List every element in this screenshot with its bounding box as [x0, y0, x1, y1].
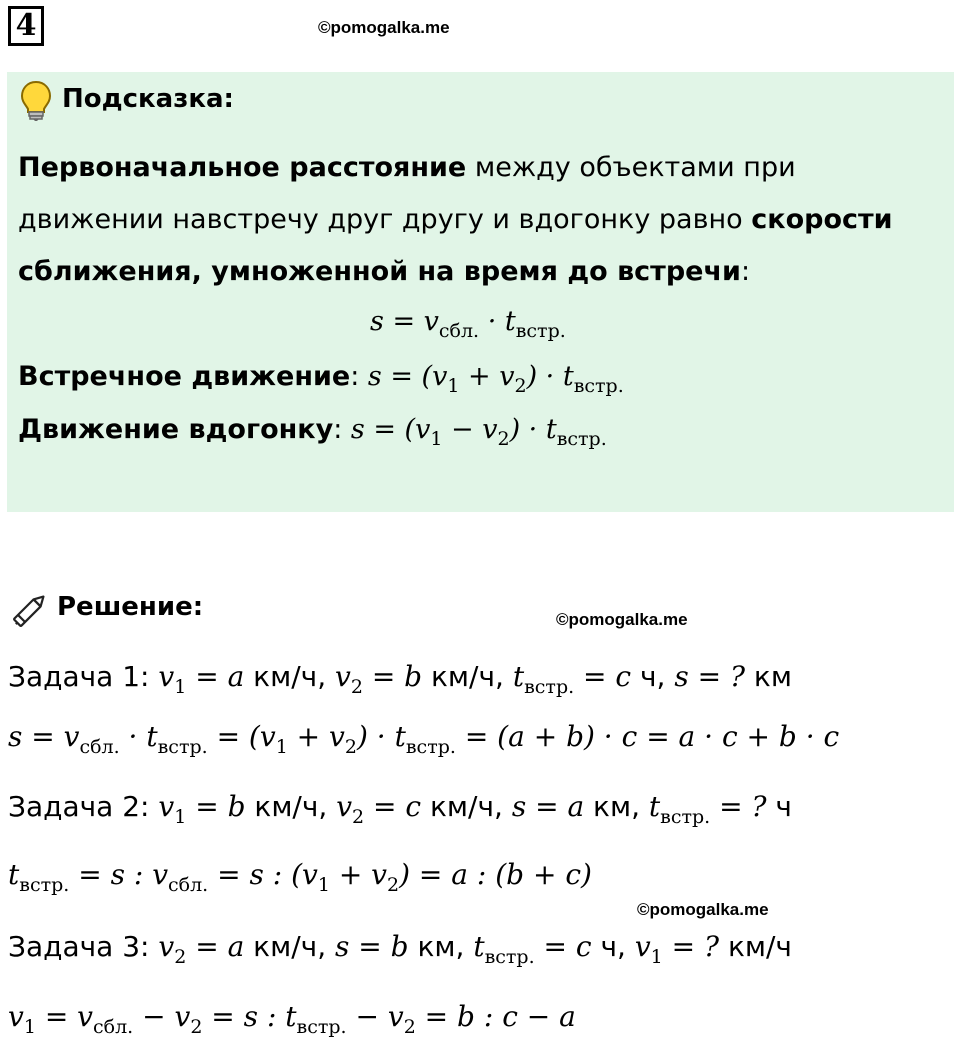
- math-text: ) · t: [526, 361, 574, 392]
- task1-given: [158, 660, 792, 698]
- subscript: 2: [497, 428, 510, 450]
- math-text: s = (v: [350, 414, 431, 445]
- watermark-bottom: ©pomogalka.me: [637, 900, 769, 919]
- subscript: встр.: [484, 946, 535, 968]
- subscript: 1: [174, 676, 187, 698]
- math-text: ) = a : (b + c): [399, 858, 592, 891]
- chase-formula: [350, 414, 607, 450]
- math-text: s = v: [8, 720, 80, 753]
- oncoming-formula: [367, 361, 624, 397]
- math-text: + v: [287, 720, 345, 753]
- math-text: = b: [186, 790, 246, 823]
- hint-bold-term: Первоначальное расстояние: [18, 152, 467, 183]
- hint-text: между объектами при: [466, 152, 796, 183]
- subscript: 1: [317, 874, 330, 896]
- unit-text: ч,: [591, 930, 635, 963]
- watermark-middle: ©pomogalka.me: [556, 610, 688, 629]
- subscript: 1: [174, 806, 187, 828]
- math-text: t: [8, 858, 20, 891]
- math-text: = b : c − a: [415, 1000, 576, 1033]
- subscript: встр.: [157, 736, 208, 758]
- hint-text: движении навстречу друг другу и вдогонку равно: [18, 204, 752, 235]
- unit-text: ч,: [631, 660, 675, 693]
- subscript: встр.: [573, 375, 624, 397]
- unit-text: км/ч,: [244, 930, 335, 963]
- math-text: s = (v: [367, 361, 448, 392]
- unit-text: км/ч,: [422, 660, 513, 693]
- subscript: 1: [275, 736, 288, 758]
- math-text: = (a + b) · c = a · c + b · c: [455, 720, 840, 753]
- math-text: v: [158, 660, 175, 693]
- math-text: + v: [329, 858, 388, 891]
- task-label: Задача 1:: [8, 660, 159, 693]
- subscript: встр.: [515, 320, 566, 342]
- math-text: v: [634, 930, 651, 963]
- unit-text: ч: [766, 790, 792, 823]
- subscript: 2: [190, 1016, 203, 1038]
- math-text: s = ?: [674, 660, 746, 693]
- hint-line-3: [18, 258, 750, 285]
- task3-solution: [8, 1000, 576, 1038]
- task1-statement: [8, 660, 792, 698]
- task2-statement: [8, 790, 792, 828]
- unit-text: км/ч,: [244, 660, 335, 693]
- hint-title: Подсказка:: [62, 84, 234, 114]
- subscript: встр.: [405, 736, 456, 758]
- subscript: 2: [174, 946, 187, 968]
- math-text: t: [473, 930, 485, 963]
- math-text: − v: [133, 1000, 191, 1033]
- subscript: 1: [650, 946, 663, 968]
- hint-bold-term: скорости: [751, 204, 893, 235]
- math-text: = ?: [710, 790, 767, 823]
- subscript: 2: [387, 874, 400, 896]
- task2-given: [158, 790, 792, 828]
- math-text: v: [158, 790, 175, 823]
- math-text: · t: [479, 306, 516, 337]
- unit-text: км/ч,: [421, 790, 512, 823]
- unit-text: км/ч: [719, 930, 792, 963]
- math-text: v: [158, 930, 175, 963]
- subscript: сбл.: [79, 736, 120, 758]
- pencil-icon: [8, 588, 52, 632]
- math-text: = s : t: [202, 1000, 297, 1033]
- math-text: + v: [459, 361, 515, 392]
- math-text: s = a: [511, 790, 585, 823]
- subscript: 2: [350, 676, 363, 698]
- math-text: s = b: [335, 930, 409, 963]
- subscript: 2: [344, 736, 357, 758]
- subscript: 2: [403, 1016, 416, 1038]
- subscript: встр.: [524, 676, 575, 698]
- math-text: − v: [346, 1000, 404, 1033]
- oncoming-label: Встречное движение: [18, 361, 351, 392]
- task-label: Задача 2:: [8, 790, 159, 823]
- unit-text: км: [745, 660, 792, 693]
- hint-line-2: [18, 206, 893, 233]
- math-text: = a: [186, 930, 245, 963]
- task3-given: [158, 930, 792, 968]
- math-text: = c: [364, 790, 422, 823]
- chase-line: Движение вдогонку: $s = (v_1 - v_2) \cdot t_{встр.}$: [18, 414, 607, 450]
- unit-text: км,: [408, 930, 474, 963]
- subscript: встр.: [296, 1016, 347, 1038]
- task2-solution: [8, 858, 592, 896]
- hint-text: :: [740, 256, 751, 287]
- solution-title: Решение:: [57, 592, 204, 622]
- math-text: = c: [534, 930, 592, 963]
- math-text: = s : (v: [208, 858, 318, 891]
- subscript: встр.: [19, 874, 70, 896]
- task1-solution: [8, 720, 840, 758]
- math-text: = ?: [662, 930, 720, 963]
- hint-panel: [7, 72, 954, 512]
- unit-text: км/ч,: [245, 790, 337, 823]
- subscript: 1: [430, 428, 443, 450]
- hint-bold-term: сближения, умноженной на время до встречи: [18, 256, 741, 287]
- math-text: = a: [186, 660, 245, 693]
- task-label: Задача 3:: [8, 930, 159, 963]
- math-text: t: [512, 660, 525, 693]
- subscript: 2: [514, 375, 527, 397]
- math-text: t: [648, 790, 661, 823]
- math-text: s = v: [370, 306, 439, 337]
- formula-main: [370, 306, 566, 342]
- math-text: v: [8, 1000, 24, 1033]
- math-text: − v: [442, 414, 498, 445]
- subscript: 2: [352, 806, 365, 828]
- math-text: = c: [574, 660, 632, 693]
- math-text: = (v: [207, 720, 276, 753]
- unit-text: км,: [584, 790, 649, 823]
- subscript: встр.: [556, 428, 607, 450]
- watermark-top: ©pomogalka.me: [318, 18, 450, 37]
- subscript: сбл.: [438, 320, 480, 342]
- lightbulb-icon: [20, 80, 52, 122]
- subscript: встр.: [660, 806, 711, 828]
- chase-label: Движение вдогонку: [18, 414, 334, 445]
- math-text: v: [336, 790, 353, 823]
- subscript: сбл.: [168, 874, 209, 896]
- math-text: = b: [362, 660, 423, 693]
- oncoming-line: Встречное движение: $s = (v_1 + v_2) \cdot t_{встр.}$: [18, 361, 624, 397]
- math-text: · t: [119, 720, 158, 753]
- task-number: 4: [15, 8, 37, 43]
- task-number-box: [8, 6, 44, 46]
- subscript: 1: [447, 375, 460, 397]
- hint-line-1: [18, 154, 796, 181]
- subscript: сбл.: [93, 1016, 134, 1038]
- math-text: ) · t: [509, 414, 557, 445]
- math-text: = s : v: [69, 858, 169, 891]
- math-text: ) · t: [356, 720, 406, 753]
- subscript: 1: [23, 1016, 36, 1038]
- math-text: = v: [35, 1000, 94, 1033]
- task3-statement: [8, 930, 792, 968]
- math-text: v: [335, 660, 351, 693]
